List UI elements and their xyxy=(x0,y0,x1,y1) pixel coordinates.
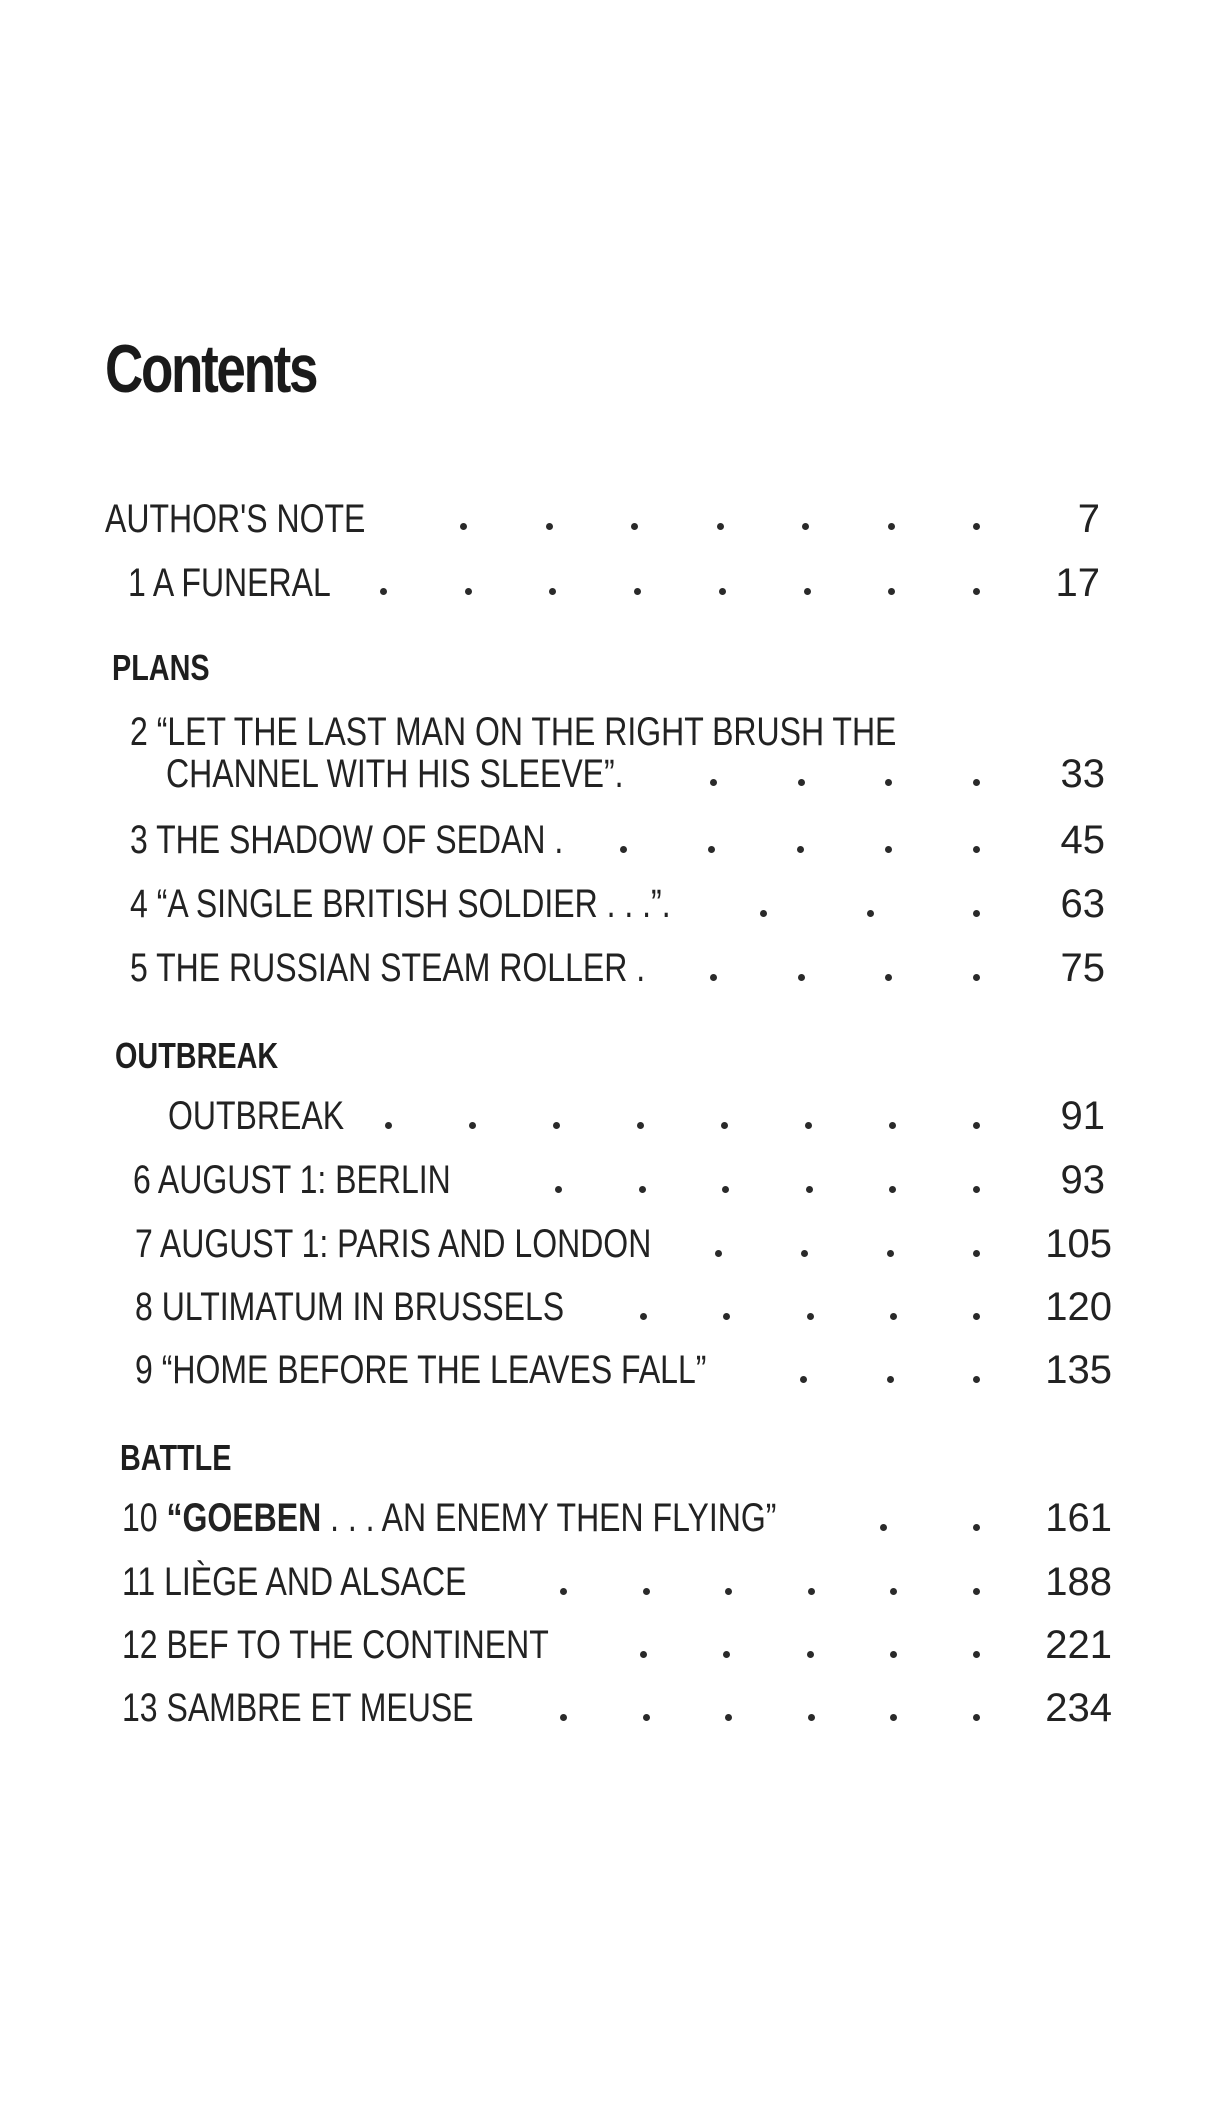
toc-entry: 8 ULTIMATUM IN BRUSSELS xyxy=(135,1285,565,1329)
toc-page-number: 120 xyxy=(1045,1285,1112,1329)
section-heading-plans: PLANS xyxy=(112,647,210,688)
toc-entry-text: . . . AN ENEMY THEN FLYING” xyxy=(321,1496,777,1540)
toc-page-number: 221 xyxy=(1045,1623,1112,1667)
toc-page-number: 75 xyxy=(1060,946,1105,990)
dot-leader xyxy=(880,1524,980,1534)
section-heading-battle: BATTLE xyxy=(120,1437,232,1478)
toc-entry-bold-text: “GOEBEN xyxy=(166,1496,322,1540)
toc-entry: 12 BEF TO THE CONTINENT xyxy=(122,1623,549,1667)
toc-entry: 4 “A SINGLE BRITISH SOLDIER . . .”. xyxy=(130,882,671,926)
toc-entry-authors-note: AUTHOR'S NOTE xyxy=(105,497,366,541)
dot-leader xyxy=(710,974,980,984)
dot-leader xyxy=(640,1313,980,1323)
dot-leader xyxy=(555,1186,980,1196)
toc-entry: 11 LIÈGE AND ALSACE xyxy=(122,1560,467,1604)
toc-page-number: 63 xyxy=(1060,882,1105,926)
toc-page-number: 33 xyxy=(1060,752,1105,796)
toc-entry-line2: CHANNEL WITH HIS SLEEVE”. xyxy=(166,752,624,796)
toc-entry: 13 SAMBRE ET MEUSE xyxy=(122,1686,474,1730)
toc-page-number: 105 xyxy=(1045,1222,1112,1266)
dot-leader xyxy=(710,779,980,789)
page-title: Contents xyxy=(105,331,317,407)
toc-entry-line1: 2 “LET THE LAST MAN ON THE RIGHT BRUSH THE xyxy=(130,710,897,754)
dot-leader xyxy=(715,1250,980,1260)
toc-page-number: 161 xyxy=(1045,1496,1112,1540)
dot-leader xyxy=(380,588,980,598)
dot-leader xyxy=(640,1651,980,1661)
toc-entry: 5 THE RUSSIAN STEAM ROLLER . xyxy=(130,946,646,990)
toc-page-number: 188 xyxy=(1045,1560,1112,1604)
dot-leader xyxy=(560,1588,980,1598)
toc-entry: 3 THE SHADOW OF SEDAN . xyxy=(130,818,564,862)
toc-page-number: 45 xyxy=(1060,818,1105,862)
toc-entry xyxy=(122,1496,776,1541)
toc-entry-number: 10 xyxy=(122,1496,167,1540)
toc-entry-funeral: 1 A FUNERAL xyxy=(128,561,331,605)
toc-entry: 7 AUGUST 1: PARIS AND LONDON xyxy=(135,1222,652,1266)
toc-page-number: 91 xyxy=(1060,1094,1105,1138)
toc-page-number: 93 xyxy=(1060,1158,1105,1202)
toc-page-number: 135 xyxy=(1045,1348,1112,1392)
toc-page-number: 17 xyxy=(1055,561,1100,605)
toc-entry: OUTBREAK xyxy=(168,1094,345,1138)
dot-leader xyxy=(620,846,980,856)
section-heading-outbreak: OUTBREAK xyxy=(115,1035,279,1076)
toc-page-number: 7 xyxy=(1077,497,1100,541)
dot-leader xyxy=(760,910,980,920)
dot-leader xyxy=(460,523,980,533)
toc-page-number: 234 xyxy=(1045,1686,1112,1730)
dot-leader xyxy=(385,1122,980,1132)
toc-entry: 9 “HOME BEFORE THE LEAVES FALL” xyxy=(135,1348,707,1392)
dot-leader xyxy=(560,1714,980,1724)
dot-leader xyxy=(800,1376,980,1386)
toc-entry: 6 AUGUST 1: BERLIN xyxy=(133,1158,451,1202)
